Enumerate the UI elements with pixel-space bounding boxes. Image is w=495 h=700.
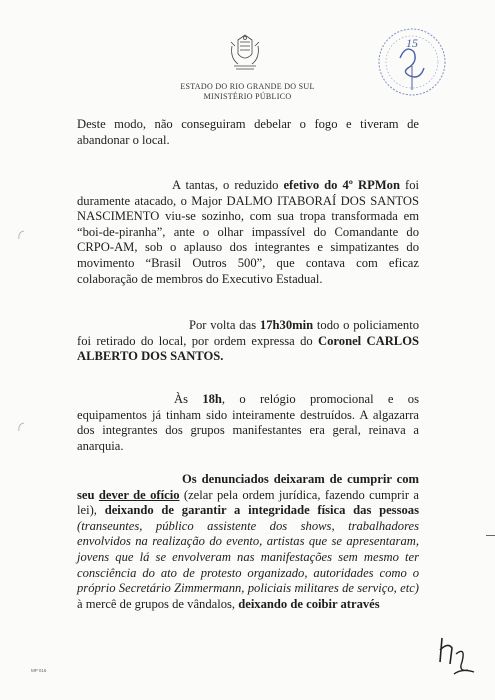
punch-hole-icon <box>16 228 30 242</box>
paragraph-3-time: 17h30min <box>259 318 314 332</box>
paragraph-5-bold-3: deixando de coibir através <box>238 596 380 611</box>
punch-hole-icon <box>16 420 30 434</box>
paragraph-3-colonel: Coronel CARLOS ALBERTO DOS SANTOS. <box>77 333 420 364</box>
paragraph-3-text: Por volta das <box>189 318 260 332</box>
edge-mark <box>486 535 495 536</box>
header-ministry: MINISTÉRIO PÚBLICO <box>203 92 292 101</box>
paragraph-5-text: (zelar pela ordem jurídica, fazendo cumprir a lei), <box>77 487 419 518</box>
handwritten-initials-icon <box>432 632 478 684</box>
paragraph-4-text: Às <box>174 392 203 406</box>
paragraph-4-time: 18h <box>202 392 222 406</box>
page-stamp-icon <box>372 22 452 102</box>
paragraph-4-text-cont: , o relógio promocional e os equipamentos já tinham sido inteiramente destruídos. A algazarra dos integrantes dos grupos manifestantes era geral, reinava a anarquia. <box>77 392 419 453</box>
paragraph-5-bold-2: deixando de garantir a integridade física das pessoas <box>104 503 419 518</box>
coat-of-arms-icon <box>228 32 262 76</box>
paragraph-2-text-cont: foi duramente atacado, o Major DALMO ITABORAÍ DOS SANTOS NASCIMENTO viu-se sozinho, com sua tropa transformada em “boi-de-piranha”, ante o olhar impassível do Comandante do CRPO-AM, sob o aplauso dos integrantes e simpatizantes do movimento “Brasil Outros 500”, que contava com eficaz colaboração de membros do Executivo Estadual. <box>77 178 419 286</box>
paragraph-5-underlined: dever de ofício <box>98 487 180 502</box>
paragraph-5-text-cont: à mercê de grupos de vândalos, <box>77 596 239 611</box>
paragraph-5 <box>77 472 419 612</box>
paragraph-1 <box>77 117 419 148</box>
paragraph-2-bold: efetivo do 4º RPMon <box>283 178 400 192</box>
stamp-number: 15 <box>406 36 418 50</box>
paragraph-4 <box>77 392 419 454</box>
paragraph-1-text: Deste modo, não conseguiram debelar o fogo e tiveram de abandonar o local. <box>77 117 419 147</box>
paragraph-2-text: A tantas, o reduzido <box>172 178 284 192</box>
paragraph-5-italic: (transeuntes, público assistente dos shows, trabalhadores envolvidos na realização do evento, artistas que se apresentaram, jovens que lá se envolveram nas manifestações sem mesmo ter consciência do ato de protesto organizado, autoridades como o próprio Secretário Zimmermann, policiais militares de serviço, etc) <box>77 518 419 596</box>
paragraph-3-text-cont: todo o policiamento foi retirado do local, por ordem expressa do <box>77 318 419 348</box>
paragraph-5-bold: Os denunciados deixaram de cumprir com seu <box>77 472 419 502</box>
paragraph-3 <box>77 318 419 365</box>
paragraph-2 <box>77 178 419 287</box>
header-state: ESTADO DO RIO GRANDE DO SUL <box>180 82 315 91</box>
footer-code: MP 016 <box>31 668 47 673</box>
